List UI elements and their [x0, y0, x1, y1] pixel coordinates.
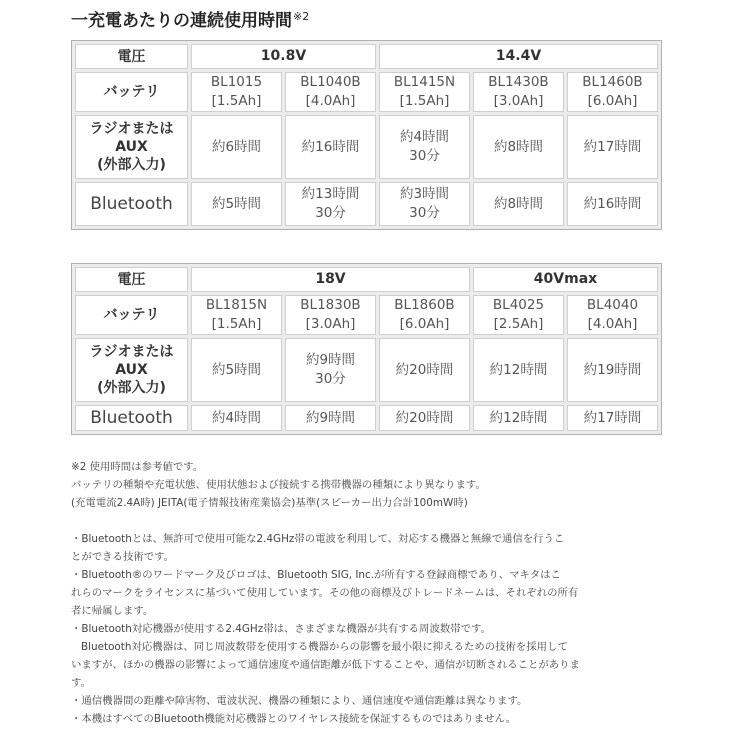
runtime-table-1 — [71, 40, 662, 230]
radio-time-cell: 約8時間 — [473, 115, 564, 179]
battery-cell: BL1415N [1.5Ah] — [379, 72, 470, 112]
note-conditions: (充電電流2.4A時) JEITA(電子情報技術産業協会)基準(スピーカー出力合計100mW時) — [71, 497, 468, 509]
bluetooth-label: Bluetooth — [75, 405, 188, 431]
bluetooth-time-cell: 約20時間 — [379, 405, 470, 431]
battery-label: バッテリ — [75, 295, 188, 335]
bluetooth-note-2-cont: 者に帰属します。 — [71, 605, 154, 617]
radio-time-cell: 約20時間 — [379, 338, 470, 402]
bluetooth-time-cell: 約13時間 30分 — [285, 182, 376, 226]
battery-cell: BL4040 [4.0Ah] — [567, 295, 658, 335]
bluetooth-time-cell: 約5時間 — [191, 182, 282, 226]
battery-cell: BL1460B [6.0Ah] — [567, 72, 658, 112]
bluetooth-time-cell: 約8時間 — [473, 182, 564, 226]
battery-cell: BL1860B [6.0Ah] — [379, 295, 470, 335]
page-title: 一充電あたりの連続使用時間$^{※2}$ — [71, 10, 310, 31]
bluetooth-time-cell: 約3時間 30分 — [379, 182, 470, 226]
voltage-10-8v: 10.8V — [191, 44, 376, 69]
radio-time-cell: 約12時間 — [473, 338, 564, 402]
battery-cell: BL1040B [4.0Ah] — [285, 72, 376, 112]
bluetooth-notes — [71, 530, 671, 728]
voltage-40vmax: 40Vmax — [473, 267, 658, 292]
bluetooth-note-1-cont: とができる技術です。 — [71, 551, 175, 563]
voltage-label: 電圧 — [75, 44, 188, 69]
bluetooth-time-cell: 約4時間 — [191, 405, 282, 431]
bluetooth-note-3-cont: Bluetooth対応機器は、同じ周波数帯を使用する機器からの影響を最小限に抑えるための技術を採用して — [81, 641, 568, 653]
bluetooth-note-2: ・Bluetooth®のワードマーク及びロゴは、Bluetooth SIG, Inc.が所有する登録商標であり、マキタはこ — [71, 569, 561, 581]
radio-time-cell: 約16時間 — [285, 115, 376, 179]
radio-time-cell: 約6時間 — [191, 115, 282, 179]
bluetooth-time-cell: 約17時間 — [567, 405, 658, 431]
voltage-label: 電圧 — [75, 267, 188, 292]
radio-aux-label: ラジオまたは AUX (外部入力) — [75, 115, 188, 179]
bluetooth-note-1: ・Bluetoothとは、無許可で使用可能な2.4GHz帯の電波を利用して、対応する機器と無線で通信を行うこ — [71, 533, 565, 545]
bluetooth-note-5: ・本機はすべてのBluetooth機能対応機器とのワイヤレス接続を保証するものではありません。 — [71, 713, 516, 725]
radio-time-cell: 約5時間 — [191, 338, 282, 402]
bluetooth-note-3-cont: す。 — [71, 677, 91, 689]
bluetooth-time-cell: 約16時間 — [567, 182, 658, 226]
battery-cell: BL1830B [3.0Ah] — [285, 295, 376, 335]
bluetooth-note-3: ・Bluetooth対応機器が使用する2.4GHz帯は、さまざまな機器が共有する周波数帯です。 — [71, 623, 491, 635]
bluetooth-note-2-cont: れらのマークをライセンスに基づいて使用しています。その他の商標及びトレードネームは、それぞれの所有 — [71, 587, 579, 599]
voltage-18v: 18V — [191, 267, 470, 292]
bluetooth-time-cell: 約9時間 — [285, 405, 376, 431]
battery-cell: BL1430B [3.0Ah] — [473, 72, 564, 112]
footnotes — [71, 458, 671, 512]
battery-label: バッテリ — [75, 72, 188, 112]
radio-time-cell: 約17時間 — [567, 115, 658, 179]
radio-time-cell: 約19時間 — [567, 338, 658, 402]
runtime-table-2 — [71, 263, 662, 435]
title-footnote-mark: ※2 — [293, 10, 310, 23]
radio-aux-label: ラジオまたは AUX (外部入力) — [75, 338, 188, 402]
battery-cell: BL1815N [1.5Ah] — [191, 295, 282, 335]
voltage-14-4v: 14.4V — [379, 44, 658, 69]
bluetooth-note-3-cont: いますが、ほかの機器の影響によって通信速度や通信距離が低下することや、通信が切断されることがありま — [71, 659, 580, 671]
radio-time-cell: 約4時間 30分 — [379, 115, 470, 179]
note-variation: バッテリの種類や充電状態、使用状態および接続する携帯機器の種類により異なります。 — [71, 479, 486, 491]
note-usage-time: ※2 使用時間は参考値です。 — [71, 461, 204, 473]
battery-cell: BL4025 [2.5Ah] — [473, 295, 564, 335]
battery-cell: BL1015 [1.5Ah] — [191, 72, 282, 112]
bluetooth-time-cell: 約12時間 — [473, 405, 564, 431]
bluetooth-label: Bluetooth — [75, 182, 188, 226]
radio-time-cell: 約9時間 30分 — [285, 338, 376, 402]
bluetooth-note-4: ・通信機器間の距離や障害物、電波状況、機器の種類により、通信速度や通信距離は異なります。 — [71, 695, 528, 707]
